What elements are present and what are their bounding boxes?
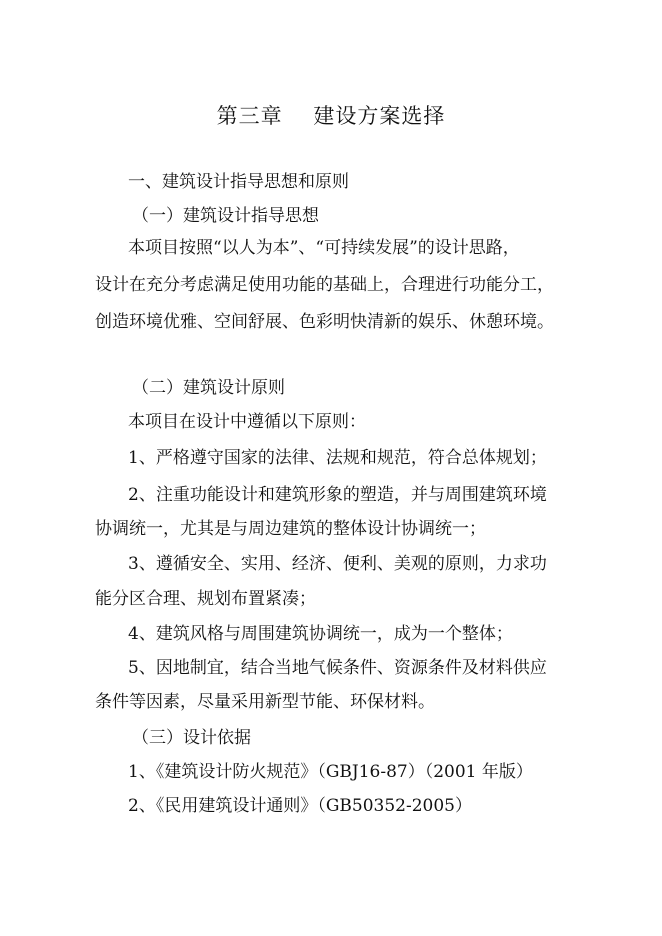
list-item: 5、因地制宜，结合当地气候条件、资源条件及材料供应 xyxy=(128,658,547,678)
list-item: 4、建筑风格与周围建筑协调统一，成为一个整体； xyxy=(128,624,513,644)
list-item: 1、严格遵守国家的法律、法规和规范，符合总体规划； xyxy=(128,448,547,468)
subsection-heading-design-principles: （二）建筑设计原则 xyxy=(132,378,285,398)
list-item: 2、《民用建筑设计通则》（GB50352-2005） xyxy=(128,796,472,816)
list-item-continuation: 能分区合理、规划布置紧凑； xyxy=(95,589,316,609)
section-heading-principles: 一、建筑设计指导思想和原则 xyxy=(128,172,349,192)
list-item: 2、注重功能设计和建筑形象的塑造，并与周围建筑环境 xyxy=(128,485,547,505)
chapter-title: 第三章 建设方案选择 xyxy=(216,104,446,128)
paragraph-line: 创造环境优雅、空间舒展、色彩明快清新的娱乐、休憩环境。 xyxy=(95,312,554,332)
list-item: 1、《建筑设计防火规范》（GBJ16-87）（2001 年版） xyxy=(128,762,533,782)
subsection-heading-guiding-thought: （一）建筑设计指导思想 xyxy=(132,206,319,226)
subsection-heading-design-basis: （三）设计依据 xyxy=(132,728,251,748)
paragraph-line: 本项目按照“以人为本”、“可持续发展”的设计思路， xyxy=(128,238,520,258)
paragraph-line: 设计在充分考虑满足使用功能的基础上，合理进行功能分工， xyxy=(95,275,554,295)
list-item: 3、遵循安全、实用、经济、便利、美观的原则，力求功 xyxy=(128,554,547,574)
paragraph-line: 本项目在设计中遵循以下原则： xyxy=(128,412,366,432)
list-item-continuation: 协调统一，尤其是与周边建筑的整体设计协调统一； xyxy=(95,519,486,539)
list-item-continuation: 条件等因素，尽量采用新型节能、环保材料。 xyxy=(95,692,435,712)
